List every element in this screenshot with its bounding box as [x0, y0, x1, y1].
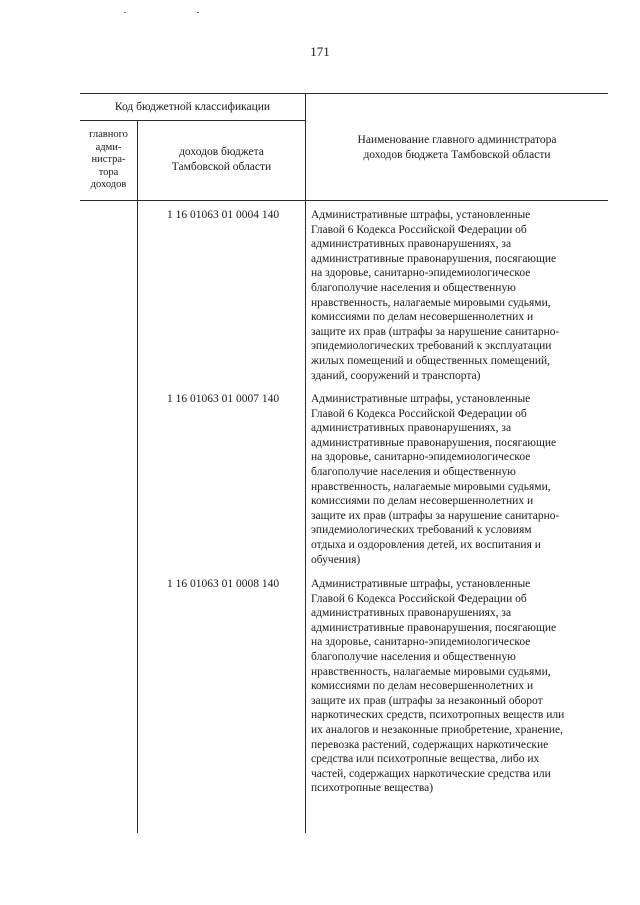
table-top-border [80, 93, 608, 94]
row-description: Административные штрафы, установленные Главой 6 Кодекса Российской Федерации об административных правонарушениях, за административные правонарушения, посягающие на здоровье, санитарно-эпидемиологическое благополучие населения и общественную нравственность, налагаемые мировыми судьями, комиссиями по делам несовершеннолетних и защите их прав (штрафы за незаконный оборот наркотических средств, психотропных веществ или их аналогов и незаконные приобретение, хранение, перевозка растений, содержащих наркотические средства или психотропные вещества, либо их частей, содержащих наркотические средства или психотропные вещества) [311, 578, 565, 795]
header-group-title: Код бюджетной классификации [114, 101, 271, 113]
row-code: 1 16 01063 01 0007 140 [166, 393, 280, 405]
group-header-underline [80, 120, 305, 121]
row-code: 1 16 01063 01 0004 140 [166, 209, 280, 221]
column-divider-2 [305, 93, 306, 833]
page-number: 171 [310, 44, 330, 59]
header-col-income: доходов бюджета Тамбовской области [171, 146, 272, 173]
header-col-name: Наименование главного администратора доходов бюджета Тамбовской области [357, 134, 557, 161]
row-description: Административные штрафы, установленные Главой 6 Кодекса Российской Федерации об административных правонарушениях, за административные правонарушения, посягающие на здоровье, санитарно-эпидемиологическое благополучие населения и общественную нравственность, налагаемые мировыми судьями, комиссиями по делам несовершеннолетних и защите их прав (штрафы за нарушение санитарно- эпидемиологических требований к условиям отдыха и оздоровления детей, их воспитания и обучения) [311, 393, 560, 566]
column-divider-1 [137, 121, 138, 833]
row-code: 1 16 01063 01 0008 140 [166, 578, 280, 590]
scan-speck [197, 12, 199, 13]
scan-speck [124, 12, 126, 13]
budget-classification-table [80, 93, 608, 833]
row-description: Административные штрафы, установленные Главой 6 Кодекса Российской Федерации об административных правонарушениях, за административные правонарушения, посягающие на здоровье, санитарно-эпидемиологическое благополучие населения и общественную нравственность, налагаемые мировыми судьями, комиссиями по делам несовершеннолетних и защите их прав (штрафы за нарушение санитарно- эпидемиологических требований к эксплуатации жилых помещений и общественных помещений, зданий, сооружений и транспорта) [311, 209, 560, 382]
header-bottom-border [80, 200, 608, 201]
header-col-admin: главного адми- нистра- тора доходов [89, 129, 128, 190]
